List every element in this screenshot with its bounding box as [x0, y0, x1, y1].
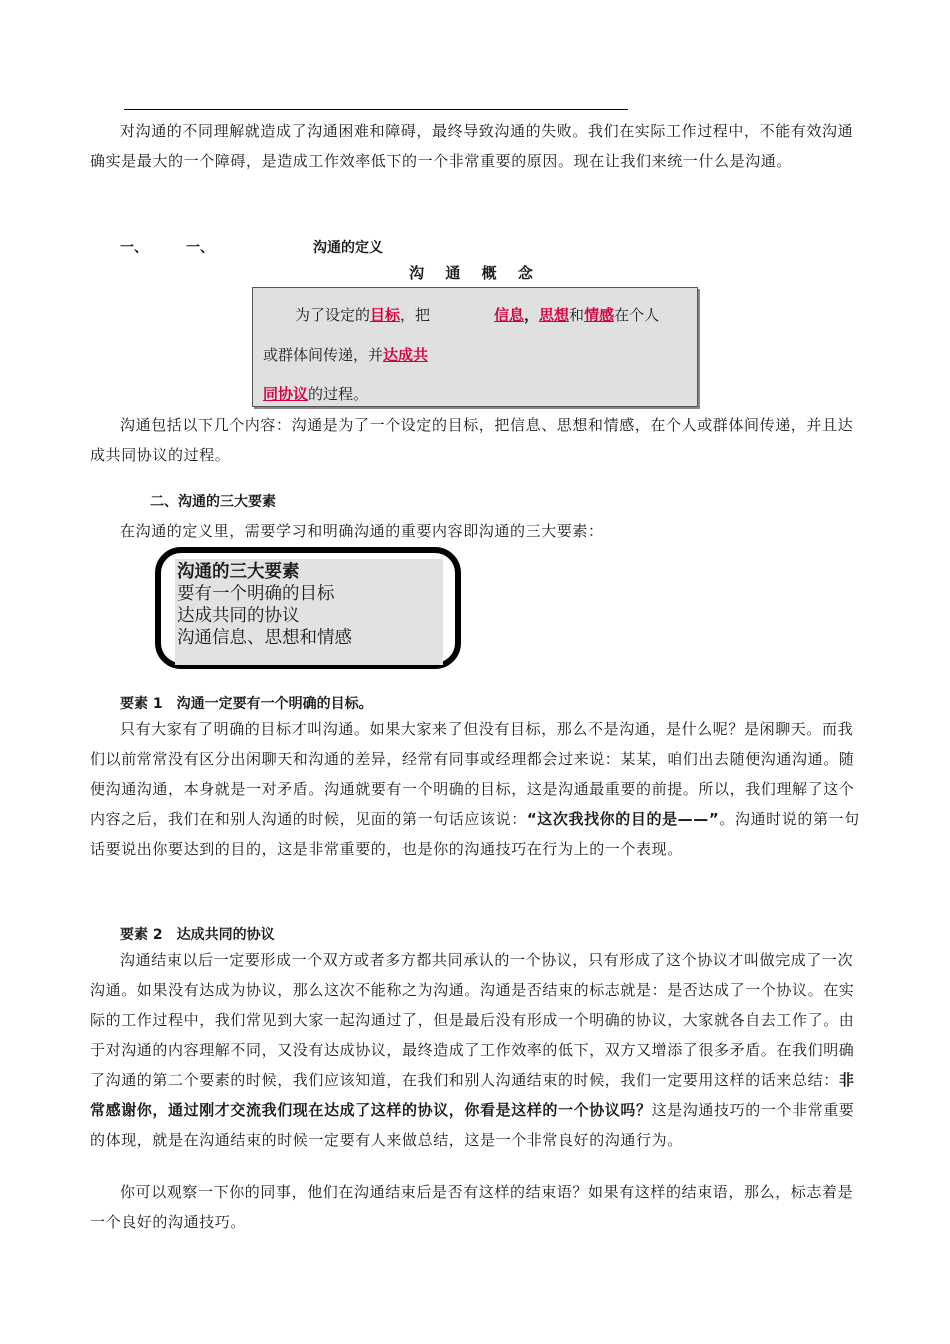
definition-paragraph: 沟通包括以下几个内容：沟通是为了一个设定的目标，把信息、思想和情感，在个人或群体间传递，并且达成共同协议的过程。 [90, 416, 854, 464]
concept-line-1b [494, 305, 659, 325]
elements-title: 沟通的三大要素 [177, 562, 300, 582]
concept-line-2 [263, 345, 428, 365]
concept-sep: ， [524, 306, 540, 324]
concept-text: 为了设定的 [295, 306, 371, 324]
keyword-goal: 目标 [370, 306, 401, 324]
concept-text: 的过程。 [308, 385, 369, 403]
elements-item: 沟通信息、思想和情感 [177, 628, 352, 648]
concept-title: 沟 通 概 念 [409, 264, 541, 282]
elements-item: 要有一个明确的目标 [177, 584, 335, 604]
element1-paragraph [90, 714, 862, 864]
keyword-emotion: 情感 [584, 306, 615, 324]
concept-text: 或群体间传递，并 [263, 346, 384, 364]
element2-text: 沟通结束以后一定要形成一个双方或者多方都共同承认的一个协议，只有形成了这个协议才叫做完成了一次沟通。如果没有达成为协议，那么这次不能称之为沟通。沟通是否结束的标志就是：是否达成了一个协议。在实际的工作过程中，我们常见到大家一起沟通过了，但是最后没有形成一个明确的协议，大家就各自去工作了。由于对沟通的内容理解不同，又没有达成协议，最终造成了工作效率的低下，双方又增添了很多矛盾。在我们明确了沟通的第二个要素的时候，我们应该知道，在我们和别人沟通结束的时候，我们一定要用这样的话来总结： [90, 951, 855, 1089]
concept-text: ，把 [400, 306, 431, 324]
element1-text: 。沟通时说的第一句话要说出你要达到的目的，这是非常重要的，也是你的沟通技巧在行为上的一个表现。 [90, 810, 860, 858]
concept-line-1 [295, 305, 430, 325]
keyword-reach: 达成共 [383, 346, 429, 364]
concept-text: 和 [569, 306, 585, 324]
section1-title: 沟通的定义 [313, 240, 383, 256]
keyword-thought: 思想 [539, 306, 570, 324]
element1-heading: 要素 1 沟通一定要有一个明确的目标。 [120, 696, 373, 712]
elements-item: 达成共同的协议 [177, 606, 300, 626]
element2-quote: 非常感谢你，通过刚才交流我们现在达成了这样的协议，你看是这样的一个协议吗？ [90, 1071, 855, 1119]
concept-text: 在个人 [614, 306, 660, 324]
element2-paragraph [90, 945, 862, 1155]
header-rule [124, 109, 628, 110]
intro-paragraph: 对沟通的不同理解就造成了沟通困难和障碍，最终导致沟通的失败。我们在实际工作过程中，不能有效沟通确实是最大的一个障碍，是造成工作效率低下的一个非常重要的原因。现在让我们来统一什么是沟通。 [90, 122, 854, 170]
concept-box [252, 287, 698, 407]
element1-quote: “这次我找你的目的是——” [526, 810, 720, 828]
keyword-agree: 同协议 [263, 385, 309, 403]
element2-text: 这是沟通技巧的一个非常重要的体现，就是在沟通结束的时候一定要有人来做总结，这是一个非常良好的沟通行为。 [90, 1101, 855, 1149]
element2-heading: 要素 2 达成共同的协议 [120, 927, 275, 943]
concept-line-3 [263, 384, 368, 404]
section1-number: 一、 [120, 240, 148, 256]
element2-paragraph-2: 你可以观察一下你的同事，他们在沟通结束后是否有这样的结束语？如果有这样的结束语，那么，标志着是一个良好的沟通技巧。 [90, 1183, 854, 1231]
section2-title: 二、沟通的三大要素 [150, 494, 276, 510]
section1-number-2: 一、 [186, 240, 214, 256]
element1-text: 只有大家有了明确的目标才叫沟通。如果大家来了但没有目标，那么不是沟通，是什么呢？是闲聊天。而我们以前常常没有区分出闲聊天和沟通的差异，经常有同事或经理都会过来说：某某，咱们出去随便沟通沟通。随便沟通沟通，本身就是一对矛盾。沟通就要有一个明确的目标，这是沟通最重要的前提。所以，我们理解了这个内容之后，我们在和别人沟通的时候，见面的第一句话应该说： [90, 720, 855, 828]
keyword-info: 信息 [494, 306, 525, 324]
section2-intro: 在沟通的定义里，需要学习和明确沟通的重要内容即沟通的三大要素： [120, 522, 604, 540]
